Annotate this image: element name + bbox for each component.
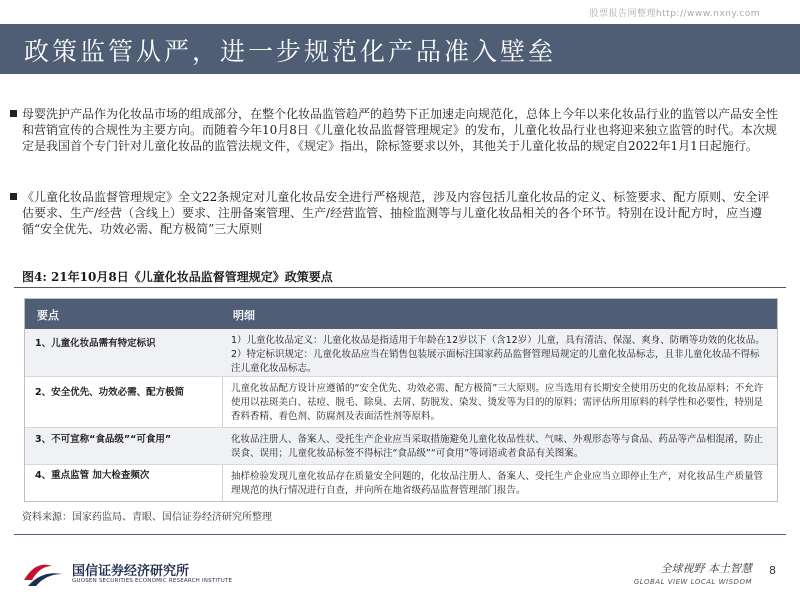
page-title: 政策监管从严，进一步规范化产品准入壁垒: [24, 37, 557, 66]
table-row: [25, 329, 777, 377]
header-detail: 明细: [233, 309, 255, 322]
bullet-paragraph-2: [22, 189, 780, 237]
figure-caption: 图4: 21年10月8日《儿童化妆品监督管理规定》政策要点: [22, 270, 333, 284]
row-key: 4、重点监管 加大检查频次: [35, 470, 150, 481]
slogan-en: GLOBAL VIEW LOCAL WISDOM: [633, 578, 752, 586]
company-logo: [22, 558, 232, 590]
policy-table: [24, 298, 778, 502]
row-key: 2、安全优先、功效必需、配方极简: [35, 387, 185, 398]
bullet-square-icon: [10, 110, 17, 117]
table-header: [25, 299, 777, 329]
row-detail: 儿童化妆品配方设计应遵循的“安全优先、功效必需、配方极简”三大原则。应当选用有长期安全使用历史的化妆品原料；不允许使用以祛斑美白、祛痘、脱毛、除臭、去屑、防脱发、染发、烫发等为目的的原料；需评估所用原料的科学性和必要性，特别是香料香精、着色剂、防腐剂及表面活性剂等原料。: [231, 383, 764, 422]
source-note: 资料来源：国家药监局、青眼、国信证券经济研究所整理: [22, 512, 272, 523]
bullet-square-icon: [10, 193, 17, 200]
footer-divider: [14, 534, 786, 535]
bullet-text-2: 《儿童化妆品监督管理规定》全文22条规定对儿童化妆品安全进行严格规范，涉及内容包括儿童化妆品的定义、标签要求、配方原则、安全评估要求、生产/经营（含线上）要求、注册备案管理、生产/经营监管、抽检监测等与儿童化妆品相关的各个环节。特别在设计配方时，应当遵循“安全优先、功效必需、配方极简”三大原则: [22, 190, 770, 236]
logo-name-en: GUOSEN SECURITIES ECONOMIC RESEARCH INSTITUTE: [72, 578, 233, 584]
logo-name-cn: 国信证券经济研究所: [72, 564, 190, 579]
row-detail: 抽样检验发现儿童化妆品存在质量安全问题的，化妆品注册人、备案人、受托生产企业应当立即停止生产，对化妆品生产质量管理规范的执行情况进行自查，并向所在地省级药品监督管理部门报告。: [231, 471, 764, 496]
bullet-text-1: 母婴洗护产品作为化妆品市场的组成部分，在整个化妆品监管趋严的趋势下正加速走向规范化，总体上今年以来化妆品行业的监管以产品安全性和营销宣传的合规性为主要方向。而随着今年10月8日《儿童化妆品监督管理规定》的发布，儿童化妆品行业也将迎来独立监管的时代。本次规定是我国首个专门针对儿童化妆品的监管法规文件，《规定》指出，除标签要求以外，其他关于儿童化妆品的规定自2022年1月1日起施行。: [22, 107, 779, 153]
table-row: [25, 377, 777, 428]
header-key: 要点: [37, 309, 59, 322]
table-row: [25, 465, 777, 500]
caption-divider: [14, 287, 786, 288]
page-number: 8: [769, 564, 776, 577]
bullet-paragraph-1: [22, 106, 780, 154]
row-key: 3、不可宣称“食品级”“可食用”: [35, 434, 172, 445]
logo-mark-icon: [22, 558, 66, 590]
row-key: 1、儿童化妆品需有特定标识: [35, 338, 156, 349]
slogan: [634, 560, 752, 586]
watermark-text: 股票报告网整理http://www.nxny.com: [589, 9, 760, 19]
slogan-cn: 全球视野 本土智慧: [660, 562, 752, 575]
row-detail: 1）儿童化妆品定义：儿童化妆品是指适用于年龄在12岁以下（含12岁）儿童，具有清洁、保湿、爽身、防晒等功效的化妆品。2）特定标识规定：儿童化妆品应当在销售包装展示面标注国家药品监督管理局规定的儿童化妆品标志，且非儿童化妆品不得标注儿童化妆品标志。: [231, 335, 765, 374]
table-row: [25, 428, 777, 465]
row-detail: 化妆品注册人、备案人、受托生产企业应当采取措施避免儿童化妆品性状、气味、外观形态等与食品、药品等产品相混淆，防止误食、误用；儿童化妆品标签不得标注“食品级”“可食用”等词语或者食品有关图案。: [231, 434, 764, 459]
title-bar: [0, 24, 800, 74]
